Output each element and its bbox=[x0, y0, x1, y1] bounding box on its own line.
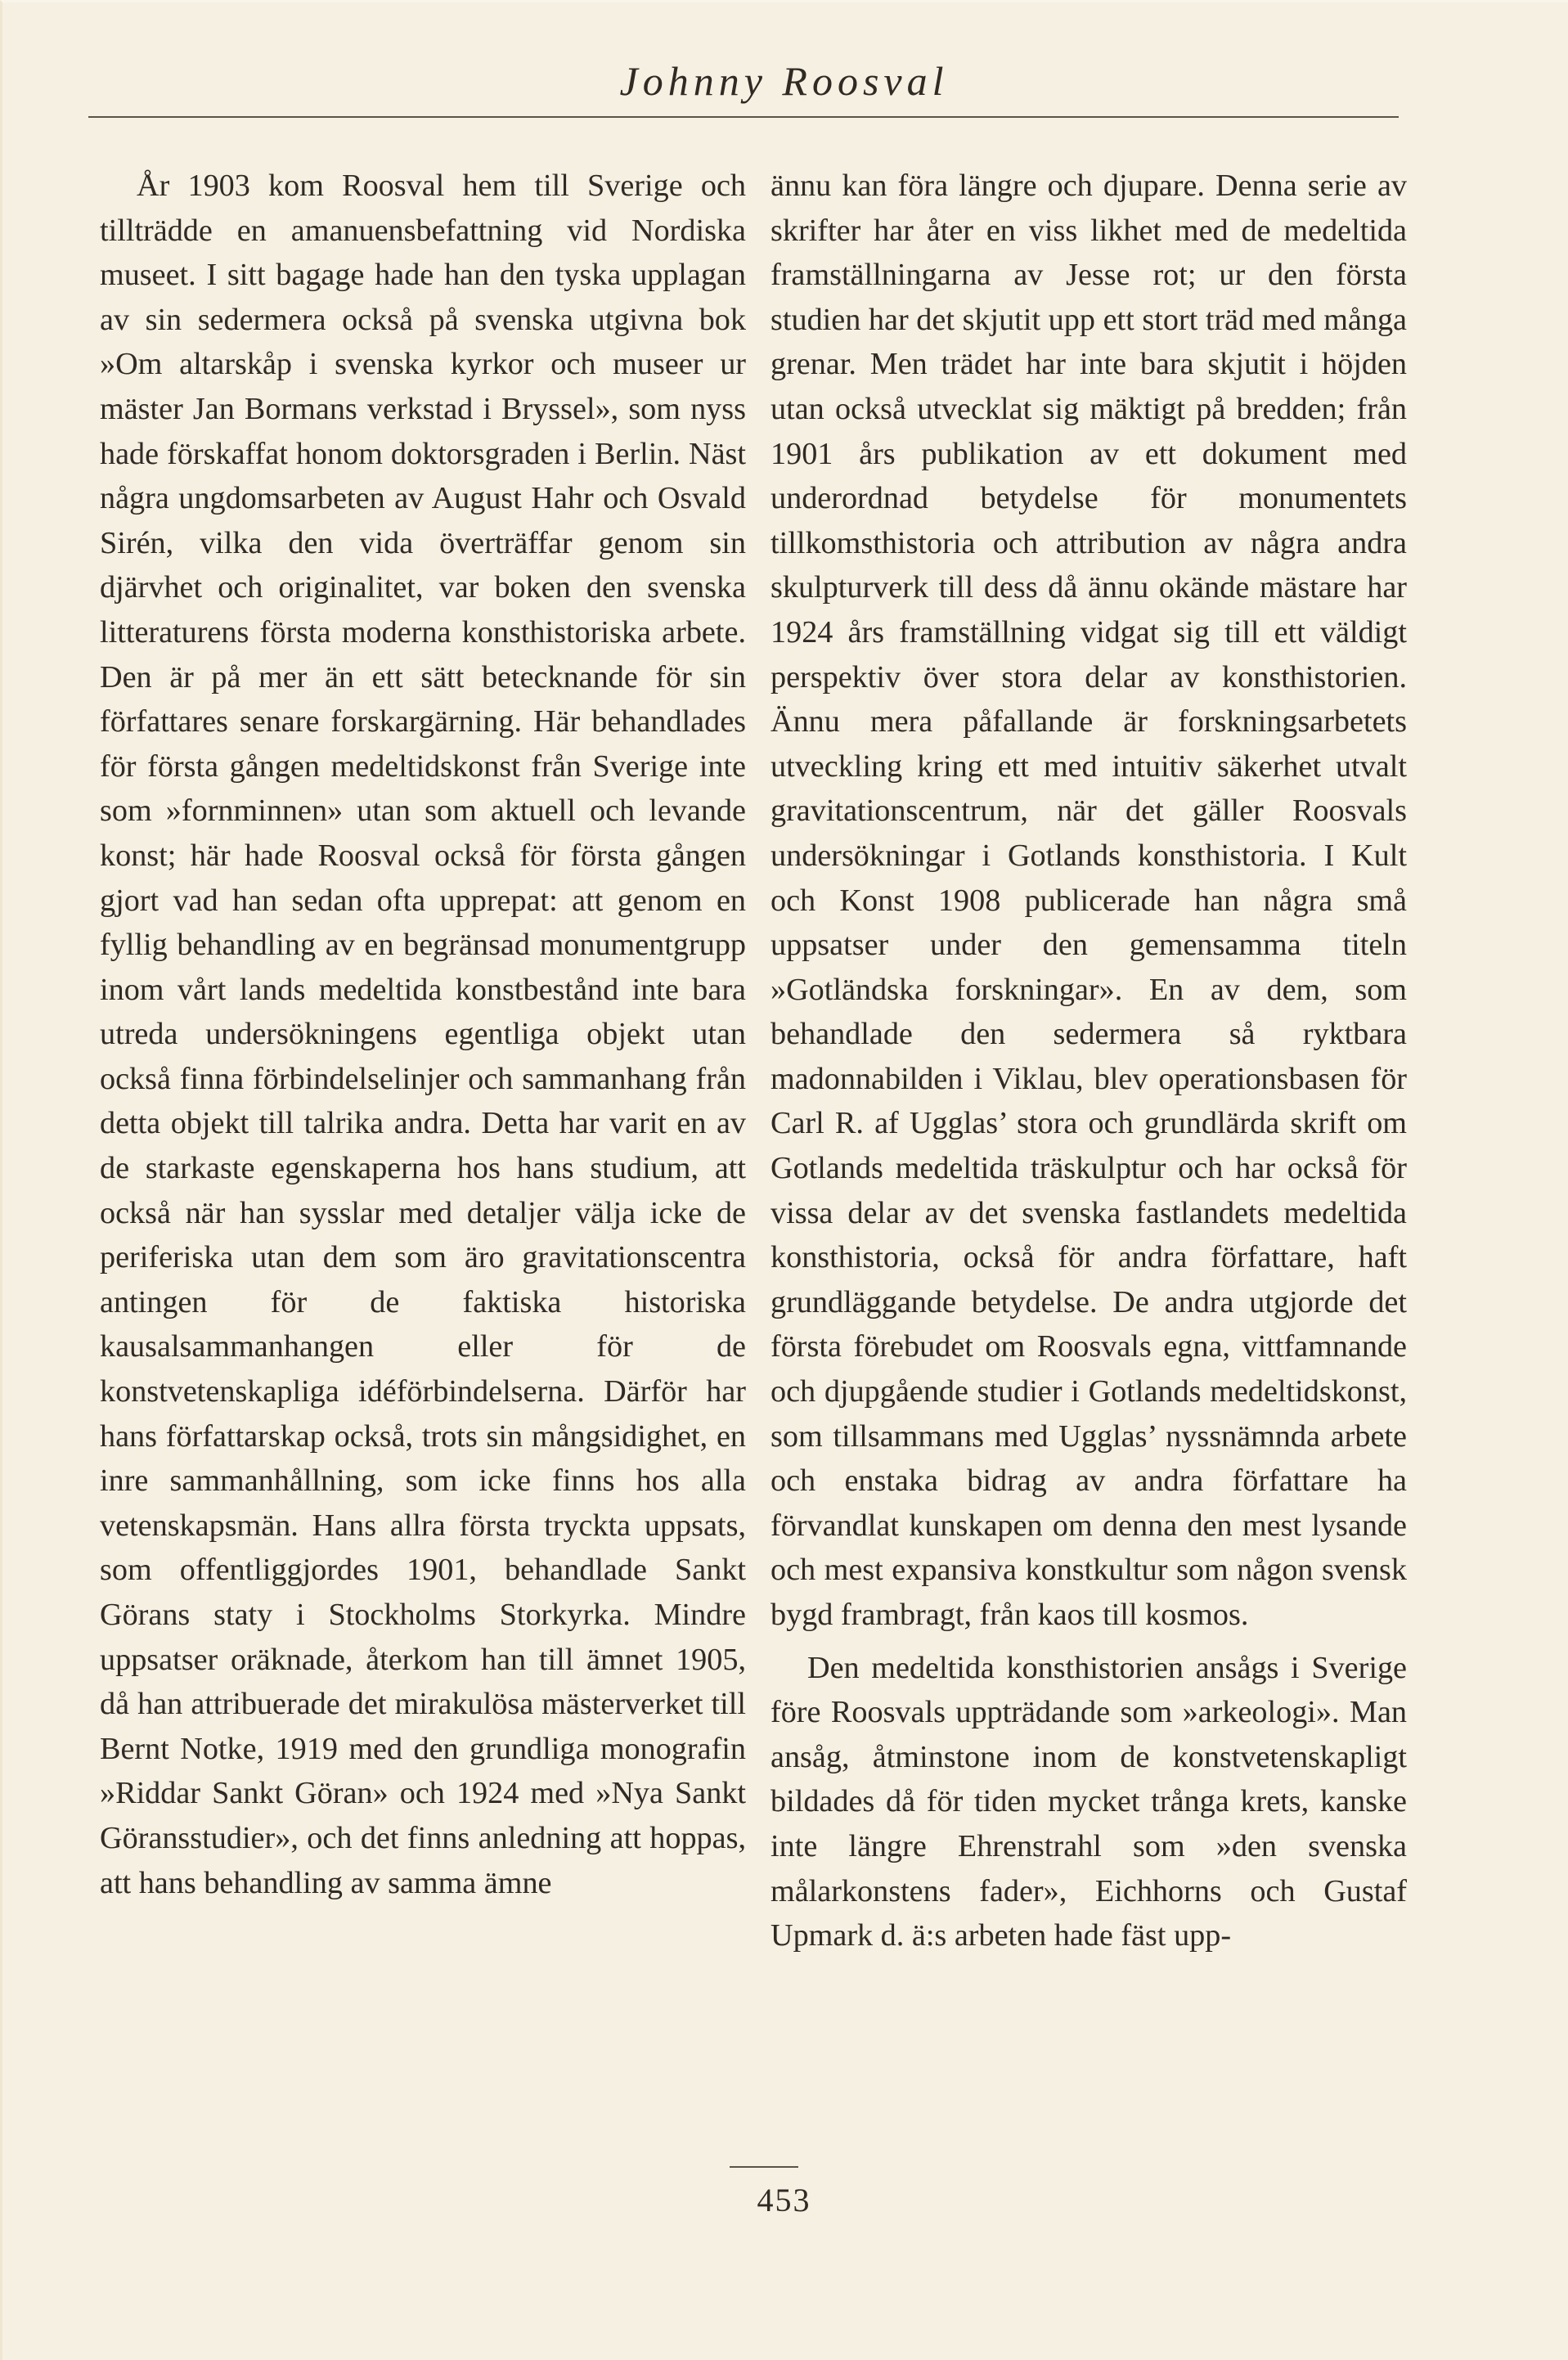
folio-rule bbox=[730, 2166, 798, 2168]
left-column-paragraph-1: År 1903 kom Roosval hem till Sverige och tillträdde en amanuensbefattning vid Nordiska museet. I sitt bagage hade han den tyska upplagan av sin sedermera också på svenska utgivna bok »Om altarskåp i svenska kyrkor och museer ur mäster Jan Bormans verkstad i Bryssel», som nyss hade förskaffat honom doktorsgraden i Berlin. Näst några ungdomsarbeten av August Hahr och Osvald Sirén, vilka den vida överträffar genom sin djärvhet och originalitet, var boken den svenska litteraturens första moderna konsthistoriska arbete. Den är på mer än ett sätt betecknande för sin författares senare forskargärning. Här behandlades för första gången medeltidskonst från Sverige inte som »fornminnen» utan som aktuell och levande konst; här hade Roosval också för första gången gjort vad han sedan ofta upprepat: att genom en fyllig behandling av en begränsad monumentgrupp inom vårt lands medeltida konstbestånd inte bara utreda undersökningens egentliga objekt utan också finna förbindelselinjer och sammanhang från detta objekt till talrika andra. Detta har varit en av de starkaste egenskaperna hos hans studium, att också när han sysslar med detaljer välja icke de periferiska utan dem som äro gravitationscentra antingen för de faktiska historiska kausalsammanhangen eller för de konstvetenskapliga idéförbindelserna. Därför har hans författarskap också, trots sin mångsidighet, en inre sammanhållning, som icke finns hos alla vetenskapsmän. Hans allra första tryckta uppsats, som offentliggjordes 1901, behandlade Sankt Görans staty i Stockholms Storkyrka. Mindre uppsatser oräknade, återkom han till ämnet 1905, då han attribuerade det mirakulösa mästerverket till Bernt Notke, 1919 med den grundliga monografin »Riddar Sankt Göran» och 1924 med »Nya Sankt Göransstudier», och det finns anledning att hoppas, att hans behandling av samma ämne bbox=[100, 169, 746, 1900]
right-column-paragraph-2: Den medeltida konsthistorien ansågs i Sverige före Roosvals uppträdande som »arkeologi». Man ansåg, åtminstone inom de konstvetenskapligt bildades då för tiden mycket trånga krets, kanske inte längre Ehrenstrahl som »den svenska målarkonstens fader», Eichhorns och Gustaf Upmark d. ä:s arbeten hade fäst upp- bbox=[771, 1650, 1407, 1953]
right-column-paragraph-1: ännu kan föra längre och djupare. Denna serie av skrifter har åter en viss likhet med de medeltida framställningarna av Jesse rot; ur den första studien har det skjutit upp ett stort träd med många grenar. Men trädet har inte bara skjutit i höjden utan också utvecklat sig mäktigt på bredden; från 1901 års publikation av ett dokument med underordnad betydelse för monumentets tillkomsthistoria och attribution av några andra skulpturverk till dess då ännu okände mästare har 1924 års framställning vidgat sig till ett väldigt perspektiv över stora delar av konsthistorien. Ännu mera påfallande är forskningsarbetets utveckling kring ett med intuitiv säkerhet utvalt gravitationscentrum, när det gäller Roosvals undersökningar i Gotlands konsthistoria. I Kult och Konst 1908 publicerade han några små uppsatser under den gemensamma titeln »Gotländska forskningar». En av dem, som behandlade den sedermera så ryktbara madonnabilden i Viklau, blev operationsbasen för Carl R. af Ugglas’ stora och grundlärda skrift om Gotlands medeltida träskulptur och har också för vissa delar av det svenska fastlandets medeltida konsthistoria, också för andra författare, haft grundläggande betydelse. De andra utgjorde det första förebudet om Roosvals egna, vittfamnande och djupgående studier i Gotlands medeltidskonst, som tillsammans med Ugglas’ nyssnämnda arbete och enstaka bidrag av andra författare ha förvandlat kunskapen om denna den mest lysande och mest expansiva konstkultur som någon svensk bygd frambragt, från kaos till kosmos. bbox=[771, 169, 1407, 1632]
running-head-title: Johnny Roosval bbox=[619, 58, 949, 104]
page-number: 453 bbox=[757, 2182, 811, 2218]
right-column bbox=[771, 164, 1407, 1958]
left-column bbox=[100, 164, 746, 1905]
header-rule bbox=[88, 116, 1399, 118]
